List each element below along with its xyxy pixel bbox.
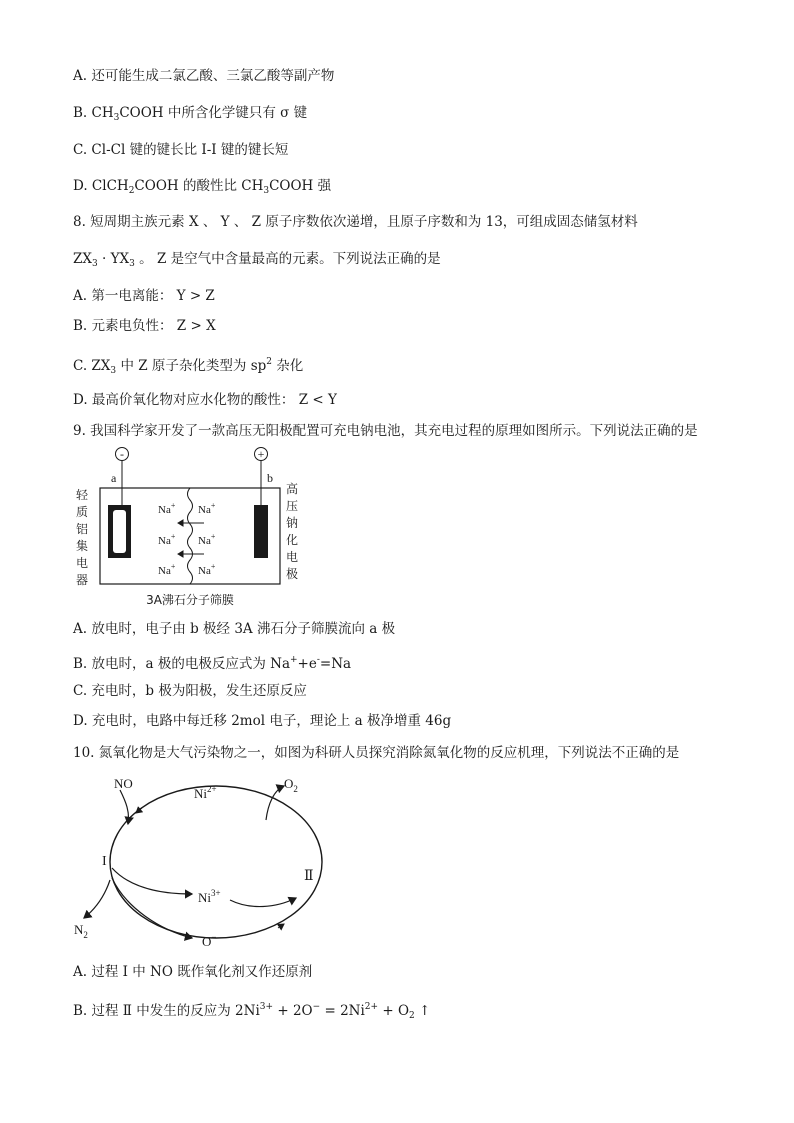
option-8d: D. 最高价氧化物对应水化物的酸性： Z < Y [73, 392, 337, 408]
svg-text:极: 极 [286, 567, 299, 581]
right-electrode-caption [286, 481, 298, 581]
no-label: NO [114, 776, 133, 791]
ni3-label: $Ni^{3+}$ [198, 888, 221, 905]
option-7c: C. Cl-Cl 键的键长比 I-I 键的键长短 [73, 142, 289, 158]
ni3-to-ii-arrow [230, 898, 296, 907]
option-10b: B. 过程 Ⅱ 中发生的反应为 $2Ni^{3+} + 2O^- = 2Ni^{2+} + O_2$ ↑ [73, 1002, 431, 1021]
svg-text:集: 集 [76, 539, 89, 553]
ion-l3: Na+ [158, 562, 176, 577]
step-ii-label: Ⅱ [304, 869, 314, 884]
option-9b: B. 放电时，a 极的电极反应式为 Na++e-=Na [73, 655, 352, 672]
electrode-b-label: b [267, 471, 273, 485]
n2-output-arrow [84, 880, 110, 918]
question-9-stem: 9. 我国科学家开发了一款高压无阳极配置可充电钠电池，其充电过程的原理如图所示。下列说法正确的是 [73, 423, 698, 439]
svg-text:钠: 钠 [286, 516, 299, 530]
o-minus-label: O− [202, 932, 217, 949]
ni3-branch-arrow [112, 868, 192, 894]
n2-label: $N_2$ [74, 922, 88, 940]
svg-text:化: 化 [286, 533, 299, 547]
svg-text:电: 电 [76, 556, 89, 570]
option-7b: B. $CH_3COOH$ 中所含化学键只有 σ 键 [73, 105, 308, 123]
positive-sign: + [257, 447, 265, 461]
step-i-label: I [102, 854, 107, 869]
svg-text:铝: 铝 [76, 522, 89, 536]
o2-label: $O_2$ [284, 776, 298, 794]
ion-l2: Na+ [158, 532, 176, 547]
option-9d: D. 充电时，电路中每迁移 2mol 电子，理论上 a 极净增重 46g [73, 713, 452, 729]
negative-sign: - [120, 447, 124, 461]
option-7d: D. ClCH$_2$COOH 的酸性比 $CH_3COOH$ 强 [73, 178, 332, 196]
svg-text:压: 压 [286, 499, 299, 513]
ni2-label: $Ni^{2+}$ [194, 784, 217, 801]
left-electrode-caption [76, 488, 89, 587]
no-input-arrow [120, 790, 129, 824]
battery-diagram [70, 443, 310, 611]
option-9c: C. 充电时，b 极为阳极，发生还原反应 [73, 683, 307, 699]
option-10a: A. 过程 I 中 NO 既作氧化剂又作还原剂 [73, 964, 313, 980]
question-10-stem: 10. 氮氧化物是大气污染物之一，如图为科研人员探究消除氮氧化物的反应机理，下列说法不正确的是 [73, 745, 680, 761]
membrane-line [188, 488, 193, 584]
ion-r1: Na+ [198, 501, 216, 516]
svg-text:轻: 轻 [76, 488, 89, 502]
option-8b: B. 元素电负性： Z > X [73, 318, 216, 334]
ion-l1: Na+ [158, 501, 176, 516]
reaction-cycle-diagram [70, 768, 330, 950]
svg-text:器: 器 [76, 573, 89, 587]
o-minus-branch-arrow [112, 878, 192, 938]
question-8-stem-cont: $ZX_3 \cdot YX_3$ 。 Z 是空气中含量最高的元素。下列说法正确的是 [73, 251, 441, 269]
o2-output-arrow [266, 786, 284, 820]
option-9a: A. 放电时，电子由 b 极经 3A 沸石分子筛膜流向 a 极 [73, 621, 396, 637]
cathode-electrode [254, 505, 268, 558]
membrane-caption: 3A沸石分子筛膜 [146, 593, 234, 607]
svg-text:质: 质 [76, 505, 89, 519]
electrode-a-label: a [111, 471, 117, 485]
ion-r3: Na+ [198, 562, 216, 577]
question-8-stem: 8. 短周期主族元素 X 、 Y 、 Z 原子序数依次递增，且原子序数和为 13，可组成固态储氢材料 [73, 214, 638, 230]
option-7a: A. 还可能生成二氯乙酸、三氯乙酸等副产物 [73, 68, 335, 84]
svg-text:电: 电 [286, 550, 299, 564]
option-8a: A. 第一电离能： Y > Z [73, 288, 215, 304]
ion-r2: Na+ [198, 532, 216, 547]
option-8c: C. $ZX_3$ 中 Z 原子杂化类型为 $sp^2$ 杂化 [73, 357, 304, 376]
svg-text:高: 高 [286, 482, 299, 496]
